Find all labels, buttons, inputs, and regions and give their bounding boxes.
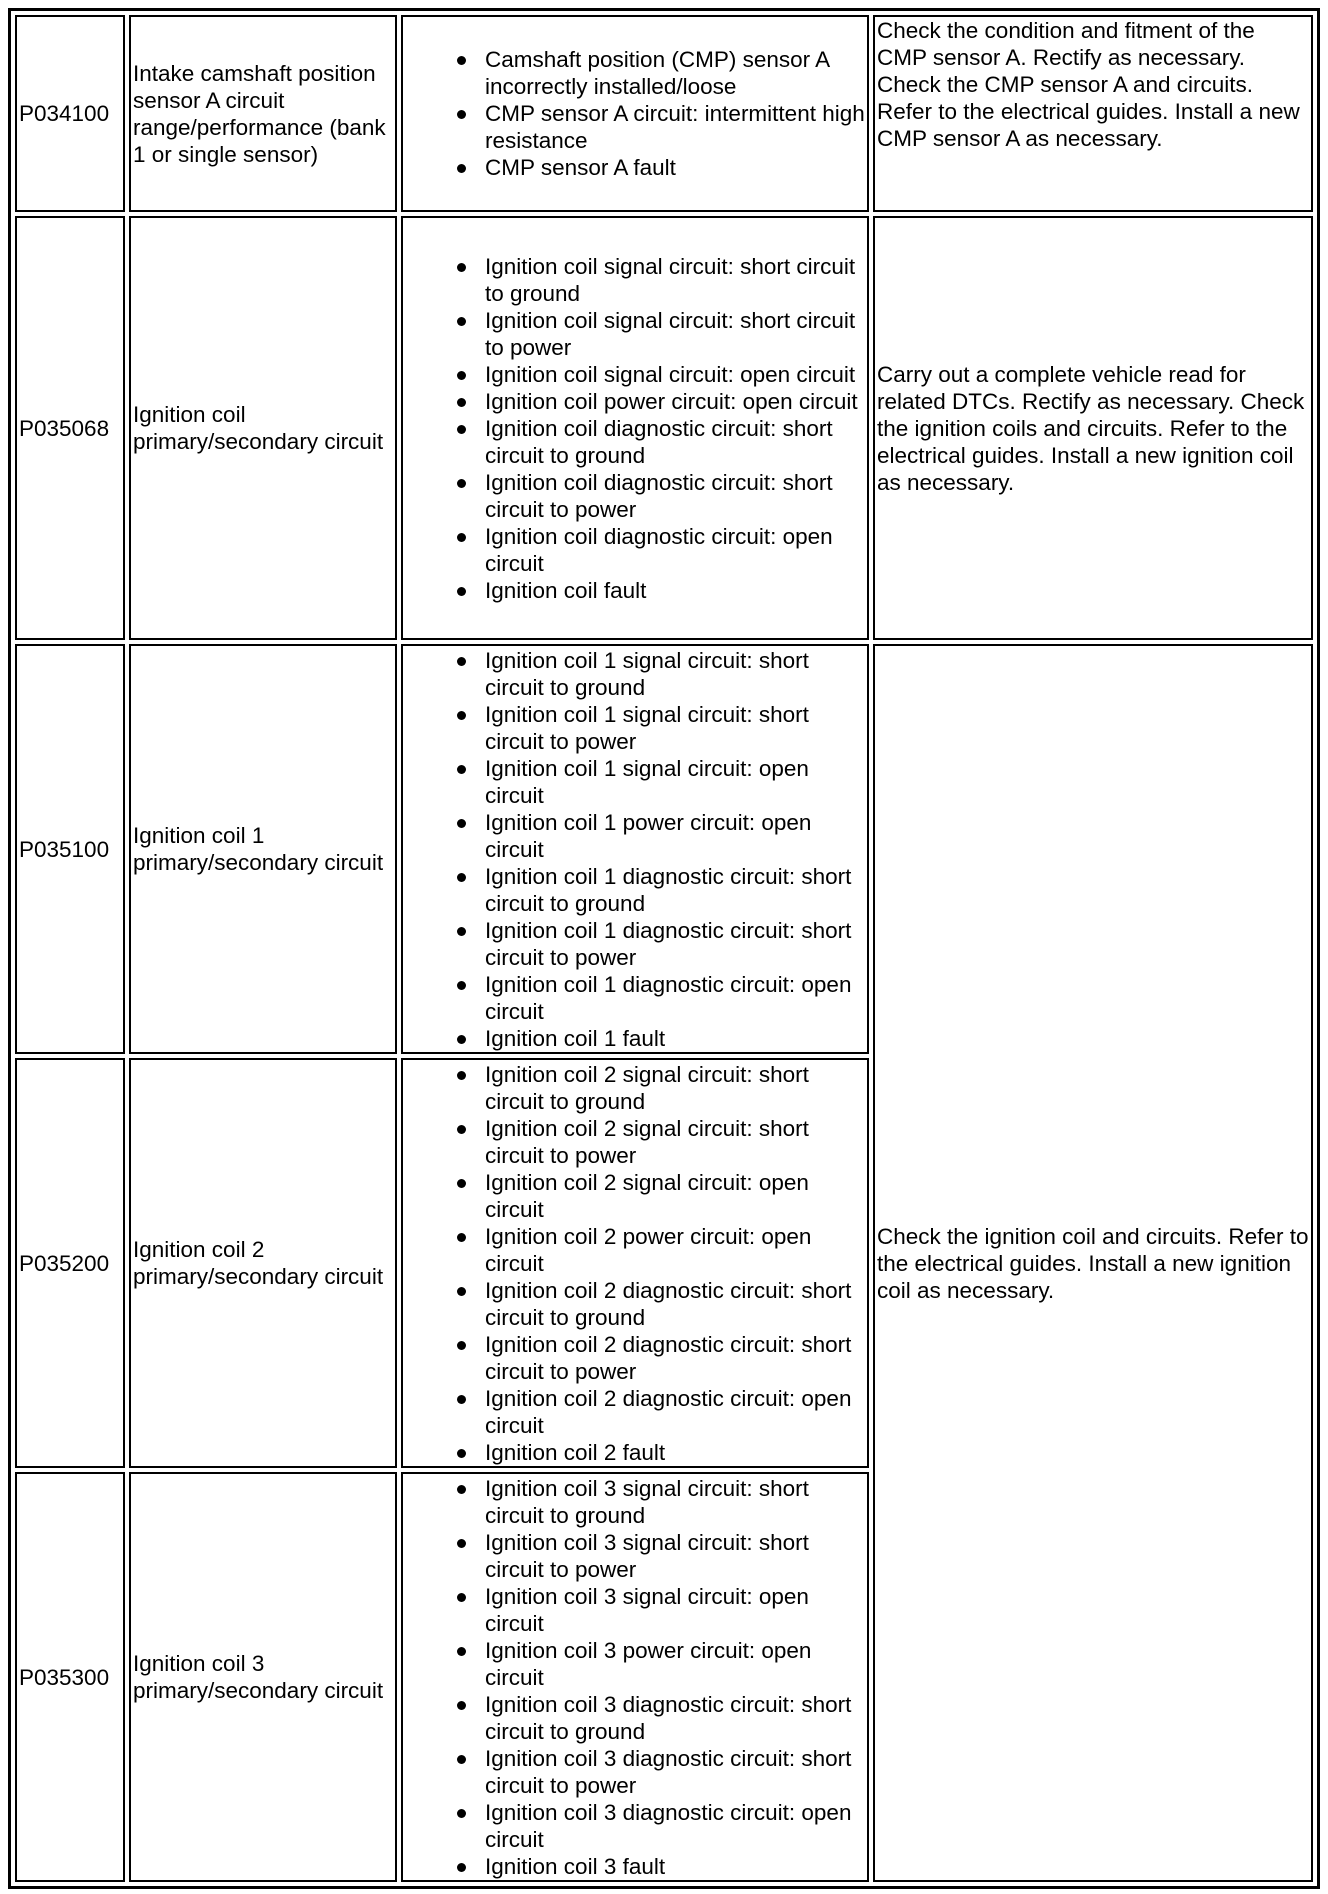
list-item: Ignition coil fault — [405, 577, 865, 604]
table-row — [15, 15, 1313, 212]
list-item: Ignition coil 1 fault — [405, 1025, 865, 1052]
dtc-description: Intake camshaft position sensor A circuit range/performance (bank 1 or single sensor) — [129, 15, 397, 212]
list-item: Ignition coil 1 diagnostic circuit: open circuit — [405, 971, 865, 1025]
list-item: Ignition coil diagnostic circuit: short circuit to ground — [405, 415, 865, 469]
dtc-description: Ignition coil 2 primary/secondary circuit — [129, 1058, 397, 1468]
cause-list — [405, 647, 865, 1052]
action: Check the condition and fitment of the CMP sensor A. Rectify as necessary. Check the CMP sensor A and circuits. Refer to the electrical guides. Install a new CMP sensor A as necessary. — [873, 15, 1313, 212]
list-item: Ignition coil 3 signal circuit: open circuit — [405, 1583, 865, 1637]
list-item: Ignition coil 3 diagnostic circuit: open circuit — [405, 1799, 865, 1853]
list-item: Ignition coil 2 diagnostic circuit: open circuit — [405, 1385, 865, 1439]
list-item: Ignition coil 1 power circuit: open circuit — [405, 809, 865, 863]
list-item: CMP sensor A fault — [405, 154, 865, 181]
list-item: Ignition coil 3 signal circuit: short circuit to power — [405, 1529, 865, 1583]
list-item: Ignition coil 2 power circuit: open circuit — [405, 1223, 865, 1277]
possible-causes — [401, 1058, 869, 1468]
list-item: Ignition coil signal circuit: open circuit — [405, 361, 865, 388]
list-item: Ignition coil diagnostic circuit: short circuit to power — [405, 469, 865, 523]
cause-list — [405, 46, 865, 181]
list-item: Ignition coil 1 diagnostic circuit: short circuit to power — [405, 917, 865, 971]
possible-causes — [401, 15, 869, 212]
table-row — [15, 216, 1313, 640]
list-item: Ignition coil power circuit: open circuit — [405, 388, 865, 415]
list-item: Ignition coil 3 diagnostic circuit: short circuit to power — [405, 1745, 865, 1799]
cause-list — [405, 1475, 865, 1880]
list-item: Camshaft position (CMP) sensor A incorrectly installed/loose — [405, 46, 865, 100]
possible-causes — [401, 216, 869, 640]
list-item: Ignition coil 2 fault — [405, 1439, 865, 1466]
list-item: Ignition coil signal circuit: short circuit to ground — [405, 253, 865, 307]
action: Check the ignition coil and circuits. Refer to the electrical guides. Install a new ignition coil as necessary. — [873, 644, 1313, 1882]
list-item: Ignition coil 1 signal circuit: open circuit — [405, 755, 865, 809]
list-item: Ignition coil 2 signal circuit: short circuit to ground — [405, 1061, 865, 1115]
list-item: Ignition coil signal circuit: short circuit to power — [405, 307, 865, 361]
action: Carry out a complete vehicle read for related DTCs. Rectify as necessary. Check the ignition coils and circuits. Refer to the electrical guides. Install a new ignition coil as necessary. — [873, 216, 1313, 640]
list-item: Ignition coil 2 diagnostic circuit: short circuit to ground — [405, 1277, 865, 1331]
dtc-code: P035300 — [15, 1472, 125, 1882]
dtc-description: Ignition coil 3 primary/secondary circuit — [129, 1472, 397, 1882]
dtc-code: P034100 — [15, 15, 125, 212]
list-item: Ignition coil 3 diagnostic circuit: short circuit to ground — [405, 1691, 865, 1745]
dtc-code: P035068 — [15, 216, 125, 640]
list-item: Ignition coil 1 diagnostic circuit: short circuit to ground — [405, 863, 865, 917]
table-row — [15, 644, 1313, 1054]
possible-causes — [401, 1472, 869, 1882]
list-item: Ignition coil 3 power circuit: open circuit — [405, 1637, 865, 1691]
list-item: Ignition coil 1 signal circuit: short circuit to power — [405, 701, 865, 755]
list-item: Ignition coil 2 signal circuit: open circuit — [405, 1169, 865, 1223]
dtc-description: Ignition coil primary/secondary circuit — [129, 216, 397, 640]
cause-list — [405, 253, 865, 604]
dtc-table — [8, 8, 1320, 1889]
list-item: CMP sensor A circuit: intermittent high resistance — [405, 100, 865, 154]
list-item: Ignition coil 3 signal circuit: short circuit to ground — [405, 1475, 865, 1529]
list-item: Ignition coil 1 signal circuit: short circuit to ground — [405, 647, 865, 701]
list-item: Ignition coil 2 diagnostic circuit: short circuit to power — [405, 1331, 865, 1385]
possible-causes — [401, 644, 869, 1054]
dtc-description: Ignition coil 1 primary/secondary circuit — [129, 644, 397, 1054]
dtc-code: P035200 — [15, 1058, 125, 1468]
cause-list — [405, 1061, 865, 1466]
dtc-code: P035100 — [15, 644, 125, 1054]
list-item: Ignition coil 3 fault — [405, 1853, 865, 1880]
list-item: Ignition coil 2 signal circuit: short circuit to power — [405, 1115, 865, 1169]
list-item: Ignition coil diagnostic circuit: open circuit — [405, 523, 865, 577]
